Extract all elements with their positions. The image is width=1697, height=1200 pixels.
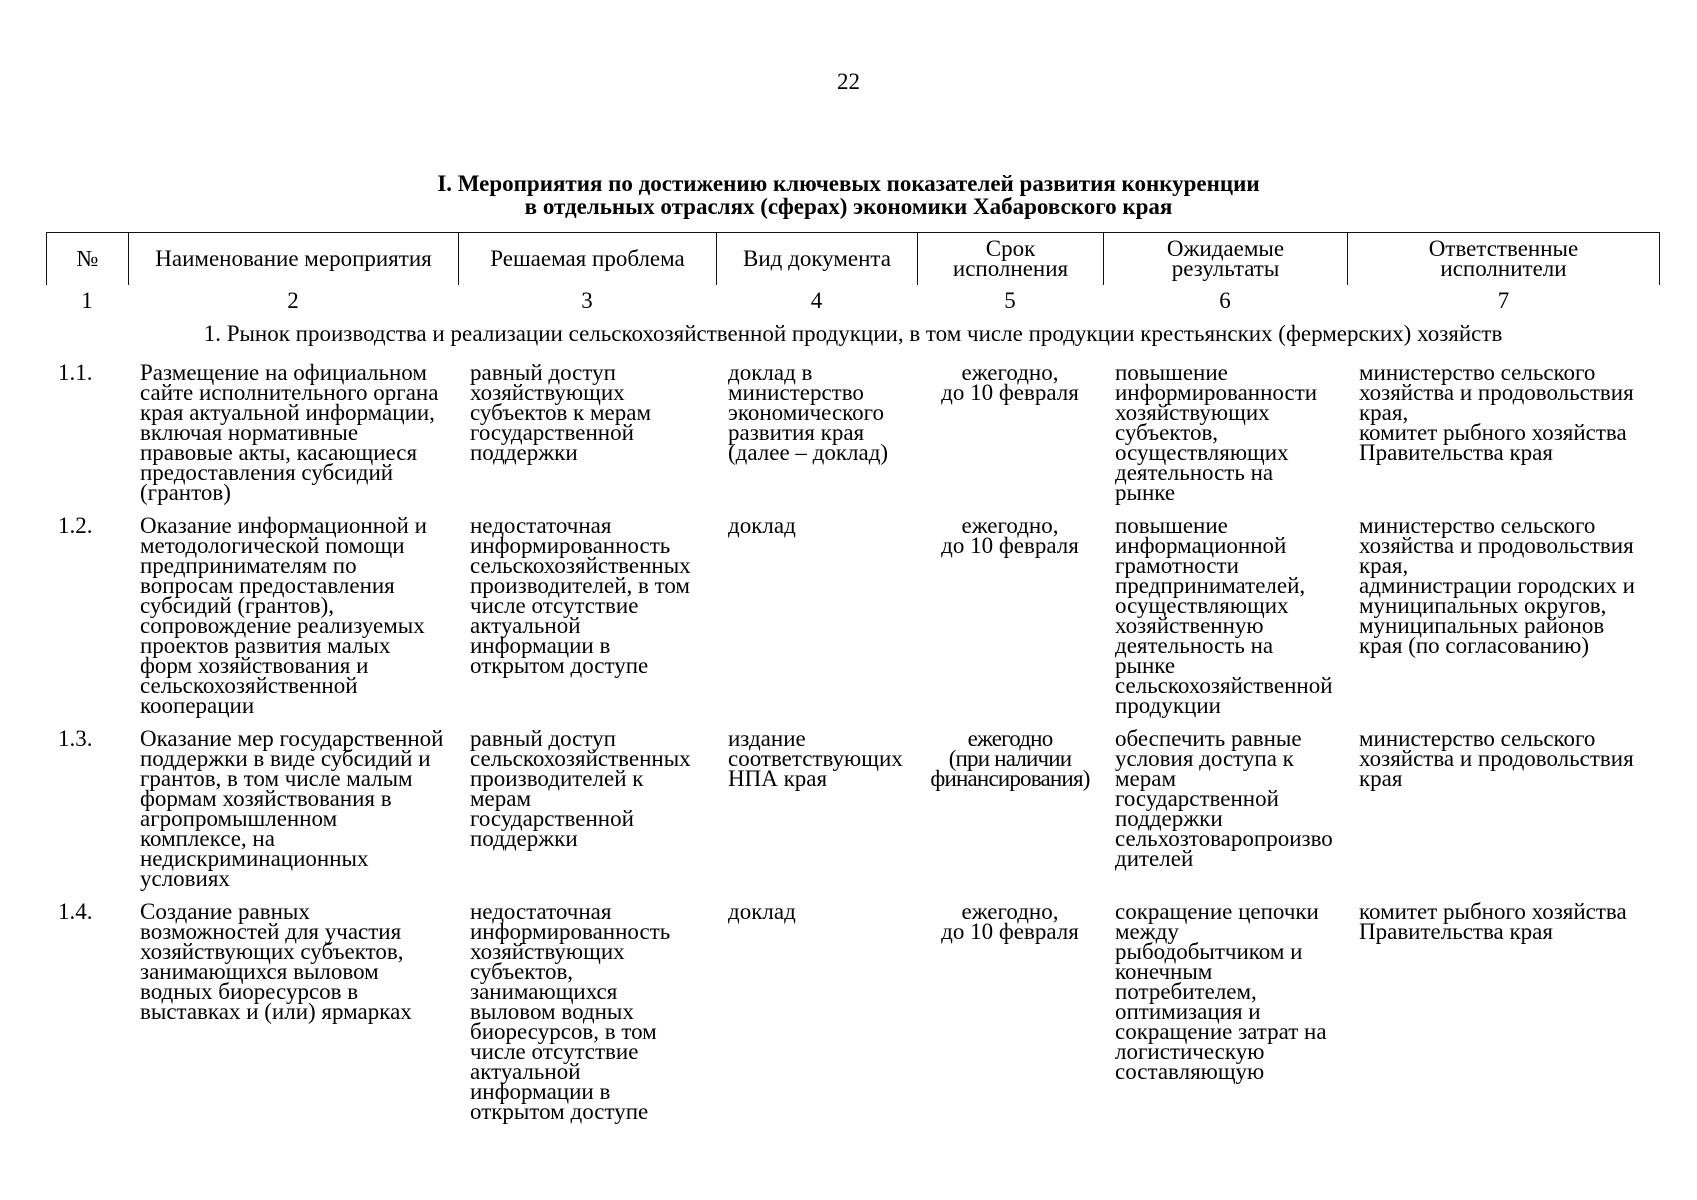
column-number: 3: [581, 288, 593, 313]
column-number: 7: [1497, 288, 1510, 313]
document-cell: доклад: [728, 899, 796, 924]
measure-cell: Оказание мер государственной поддержки в виде субсидий и грантов, в том числе малым формам хозяйствования в агропромышленном комплексе, на недискриминационных условиях: [140, 726, 444, 891]
column-number: 6: [1219, 288, 1231, 313]
column-number: 4: [810, 288, 823, 313]
row-number-cell: 1.4.: [58, 899, 93, 924]
title-line-2: в отдельных отраслях (сферах) экономики Хабаровского края: [524, 194, 1173, 219]
measures-table: [46, 232, 1660, 1135]
table-row: [46, 360, 1660, 516]
table-header-row: [46, 232, 1660, 285]
document-cell: издание соответствующих НПА края: [728, 726, 903, 791]
responsible-cell: министерство сельского хозяйства и продовольствия края, администрации городских и муниципальных округов, муниципальных районов края (по согласованию): [1359, 513, 1635, 658]
deadline-cell: ежегодно (при наличии финансирования): [930, 726, 1090, 791]
responsible-cell: комитет рыбного хозяйства Правительства края: [1359, 899, 1627, 944]
section-heading: 1. Рынок производства и реализации сельскохозяйственной продукции, в том числе продукции крестьянских (фермерских) хозяйств: [203, 321, 1503, 346]
deadline-cell: ежегодно, до 10 февраля: [941, 513, 1079, 558]
table-row: [46, 726, 1660, 902]
measure-cell: Создание равных возможностей для участия хозяйствующих субъектов, занимающихся выловом водных биоресурсов в выставках и (или) ярмарках: [140, 899, 412, 1024]
measure-cell: Оказание информационной и методологической помощи предпринимателям по вопросам предоставления субсидий (грантов), сопровождение реализуемых проектов развития малых форм хозяйствования и сельскохозяйственной кооперации: [140, 513, 427, 718]
document-cell: доклад: [728, 513, 796, 538]
column-number: 2: [287, 288, 299, 313]
results-cell: повышение информационной грамотности предпринимателей, осуществляющих хозяйственную деятельность на рынке сельскохозяйственной продукции: [1115, 513, 1333, 718]
results-cell: обеспечить равные условия доступа к мерам государственной поддержки сельхозтоваропроизво дителей: [1115, 726, 1333, 871]
page-title: [0, 172, 1697, 218]
header-responsible: Ответственные исполнители: [1347, 233, 1660, 285]
results-cell: повышение информированности хозяйствующих субъектов, осуществляющих деятельность на рынке: [1115, 360, 1318, 505]
column-number: 1: [81, 288, 93, 313]
column-number: 5: [1004, 288, 1016, 313]
row-number-cell: 1.3.: [58, 726, 93, 751]
header-results: Ожидаемые результаты: [1103, 233, 1347, 285]
deadline-cell: ежегодно, до 10 февраля: [941, 360, 1079, 405]
row-number-cell: 1.1.: [58, 360, 93, 385]
column-numbers-row: [46, 285, 1660, 317]
row-number-cell: 1.2.: [58, 513, 93, 538]
table-body: [46, 351, 1660, 1135]
header-deadline: Срок исполнения: [917, 233, 1103, 285]
header-problem: Решаемая проблема: [458, 233, 716, 285]
problem-cell: равный доступ сельскохозяйственных производителей к мерам государственной поддержки: [470, 726, 691, 851]
measure-cell: Размещение на официальном сайте исполнительного органа края актуальной информации, включая нормативные правовые акты, касающиеся предоставления субсидий (грантов): [140, 360, 439, 505]
deadline-cell: ежегодно, до 10 февраля: [941, 899, 1079, 944]
table-row: [46, 513, 1660, 729]
title-line-1: I. Мероприятия по достижению ключевых показателей развития конкуренции: [437, 171, 1260, 196]
responsible-cell: министерство сельского хозяйства и продовольствия края, комитет рыбного хозяйства Правительства края: [1359, 360, 1634, 465]
table-row: [46, 899, 1660, 1135]
header-document: Вид документа: [716, 233, 917, 285]
problem-cell: равный доступ хозяйствующих субъектов к мерам государственной поддержки: [470, 360, 652, 465]
header-measure: Наименование мероприятия: [128, 233, 458, 285]
header-number: №: [46, 233, 128, 285]
page-number: 22: [837, 69, 860, 94]
results-cell: сокращение цепочки между рыбодобытчиком и конечным потребителем, оптимизация и сокращение затрат на логистическую составляющую: [1115, 899, 1327, 1084]
problem-cell: недостаточная информированность хозяйствующих субъектов, занимающихся выловом водных биоресурсов, в том числе отсутствие актуальной информации в открытом доступе: [470, 899, 671, 1124]
document-cell: доклад в министерство экономического развития края (далее – доклад): [728, 360, 889, 465]
problem-cell: недостаточная информированность сельскохозяйственных производителей, в том числе отсутствие актуальной информации в открытом доступе: [470, 513, 691, 678]
responsible-cell: министерство сельского хозяйства и продовольствия края: [1359, 726, 1634, 791]
